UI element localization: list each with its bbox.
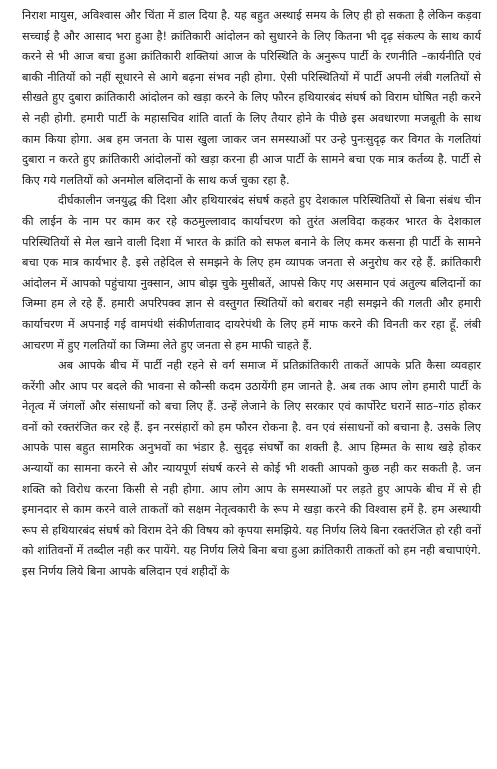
paragraph-1: निराश मायुस, अविश्वास और चिंता में डाल दिया है. यह बहुत अस्थाई समय के लिए ही हो सकता है लेकिन कड़वा सच्चाई है और आसाद भरा हुआ है! क्रांतिकारी आंदोलन को सुधारने के लिए कितना भी दृढ़ संकल्प के साथ कार्य करने से भी आज बचा हुआ क्रांतिकारी शक्तियां आज के परिस्थिति के अनुरूप पार्टी के रणनीति –कार्यनीति एवं बाकी नीतियों को नहीं सूधारने से आगे बढ़ना संभव नही होगा. ऐसी परिस्थितियों में पार्टी अपनी लंबी गलतियों से सीखते हुए दुबारा क्रांतिकारी आंदोलन को खड़ा करने के लिए फौरन हथियारबंद संघर्ष को विराम घोषित नही करने से नही होगी. हमारी पार्टी के महासचिव शांति वार्ता के लिए तैयार होने के पीछे इस अवधारणा मजबूती के साथ काम किया होगा. अब हम जनता के पास खुला जाकर जन समस्याओं पर उन्हे पुनःसुदृढ़ कर विगत के गलतियां दुबारा न करते हुए क्रांतिकारी आंदोलनों को खड़ा करना ही आज पार्टी के सामने बचा एक मात्र कर्तव्य है. पार्टी से किए गये गलतियों को अनमोल बलिदानों के साथ कर्ज चुका रहा है.	[22, 9, 481, 187]
paragraph-3: अब आपके बीच में पार्टी नही रहने से वर्ग समाज में प्रतिक्रांतिकारी ताकतें आपके प्रति कैसा व्यवहार करेंगी और आप पर बदले की भावना से कौन्सी कदम उठायेंगी हम जानते है. अब तक आप लोग हमारी पार्टी के नेतृत्व में जंगलों और संसाधनों को बचा लिए हैं. उन्हें लेजाने के लिए सरकार एवं कार्पोरेट घरानें साठ–गांठ होकर वनों को रक्तरंजित कर रहे हैं. इन नरसंहारों को हम फौरन रोकना है. वन एवं संसाधनों को बचाना है. उसके लिए आपके पास बहुत सामरिक अनुभवों का भंडार है. सुदृढ़ संघर्षों का शक्ती है. आप हिम्मत के साथ खड़े होकर अन्यायों का सामना करने से और न्यायपूर्ण संघर्ष करने से कोई भी शक्ती आपको कुछ नही कर सकती है. जन शक्ति को विरोध करना किसी से नही होगा. आप लोग आप के समस्याओं पर लड़ते हुए आपके बीच में से ही इमानदार से काम करने वाले ताकतों को सक्षम नेतृत्वकारी के रूप मे खड़ा करने की विश्वास हमें है. हम अस्थायी रूप से हथियारबंद संघर्ष को विराम देने की विषय को कृपया समझिये. यह निर्णय लिये बिना रक्तरंजित हो रही वनों को शांतिवनों में तब्दील नही कर पायेंगे. यह निर्णय लिये बिना बचा हुआ क्रांतिकारी ताकतों को हम नही बचापाएंगे. इस निर्णय लिये बिना आपके बलिदान एवं शहीदों के	[22, 359, 481, 579]
paragraph-2: दीर्घकालीन जनयुद्ध की दिशा और हथियारबंद संघर्ष कहते हुए देशकाल परिस्थितियों से बिना संबंध चीन की लाईन के नाम पर काम कर रहे कठमुल्लावाद कार्याचरण को तुरंत अलविदा कहकर भारत के देशकाल परिस्थितियों से मेल खाने वाली दिशा में भारत के क्रांति को सफल बनाने के लिए कमर कसना ही पार्टी के सामने बचा एक मात्र कार्यभार है. इसे तहेदिल से समझने के लिए हम व्यापक जनता से अनुरोध कर रहे हैं. क्रांतिकारी आंदोलन में आपको पहुंचाया नुक्सान, आप बोझ चुके मुसीबतें, आपसे किए गए असमान एवं अतुल्य बलिदानों का जिम्मा हम ले रहे हैं. हमारी अपरिपक्व ज्ञान से वस्तुगत स्थितियों को बराबर नही समझने की गलती और हमारी कार्याचरण में अपनाई गई वामपंथी संकीर्णतावाद दायरेपंथी के लिए हमें माफ करने की विनती कर रहा हूँ. लंबी आचरण में हुए गलतियों का जिम्मा लेते हुए जनता से हम माफी चाहते हैं.	[22, 194, 481, 352]
